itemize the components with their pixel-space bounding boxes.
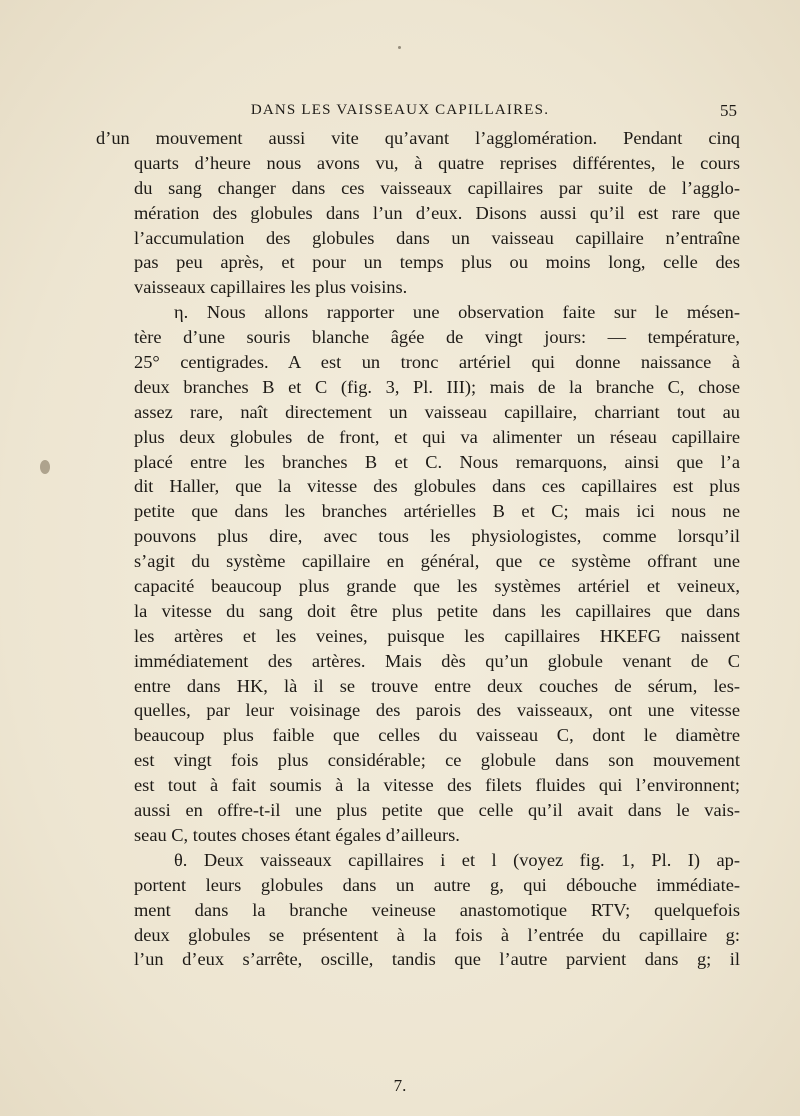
- text-line: s’agit du système capillaire en général, que ce système offrant une: [134, 551, 740, 572]
- text-line: l’un d’eux s’arrête, oscille, tandis que l’autre parvient dans g; il: [134, 949, 740, 970]
- text-line: η. Nous allons rapporter une observation faite sur le mésen-: [174, 302, 740, 323]
- text-line: vaisseaux capillaires les plus voisins.: [134, 277, 408, 298]
- text-line: pas peu après, et pour un temps plus ou moins long, celle des: [134, 252, 740, 273]
- text-line: ment dans la branche veineuse anastomotique RTV; quelquefois: [134, 899, 740, 920]
- text-line: plus deux globules de front, et qui va alimenter un réseau capillaire: [134, 426, 740, 447]
- paper-stain: [40, 460, 50, 474]
- text-line: entre dans HK, là il se trouve entre deux couches de sérum, les-: [134, 675, 740, 696]
- text-line: immédiatement des artères. Mais dès qu’un globule venant de C: [134, 650, 740, 671]
- text-line: tère d’une souris blanche âgée de vingt jours: — température,: [134, 327, 740, 348]
- text-line: deux globules se présentent à la fois à l’entrée du capillaire g:: [134, 924, 740, 945]
- text-line: quarts d’heure nous avons vu, à quatre reprises différentes, le cours: [134, 152, 740, 173]
- text-line: seau C, toutes choses étant égales d’ailleurs.: [134, 824, 460, 845]
- text-line: assez rare, naît directement un vaisseau capillaire, charriant tout au: [134, 401, 740, 422]
- text-line: du sang changer dans ces vaisseaux capillaires par suite de l’agglo-: [134, 177, 740, 198]
- text-line: deux branches B et C (fig. 3, Pl. III); mais de la branche C, chose: [134, 376, 740, 397]
- text-line: petite que dans les branches artérielles B et C; mais ici nous ne: [134, 501, 740, 522]
- page-number: 55: [720, 101, 737, 120]
- body-text: [96, 126, 740, 972]
- text-line: θ. Deux vaisseaux capillaires i et l (voyez fig. 1, Pl. I) ap-: [174, 849, 740, 870]
- text-line: beaucoup plus faible que celles du vaisseau C, dont le diamètre: [134, 725, 740, 746]
- text-line: les artères et les veines, puisque les capillaires HKEFG naissent: [134, 625, 740, 646]
- text-line: est tout à fait soumis à la vitesse des filets fluides qui l’environnent;: [134, 775, 740, 796]
- text-line: portent leurs globules dans un autre g, qui débouche immédiate-: [134, 874, 740, 895]
- text-line: 25° centigrades. A est un tronc artériel qui donne naissance à: [134, 352, 740, 373]
- text-line: pouvons plus dire, avec tous les physiologistes, comme lorsqu’il: [134, 526, 740, 547]
- text-line: placé entre les branches B et C. Nous remarquons, ainsi que l’a: [134, 451, 740, 472]
- text-line: aussi en offre-t-il une plus petite que celle qu’il avait dans le vais-: [134, 800, 740, 821]
- text-line: capacité beaucoup plus grande que les systèmes artériel et veineux,: [134, 576, 740, 597]
- text-line: est vingt fois plus considérable; ce globule dans son mouvement: [134, 750, 740, 771]
- text-line: quelles, par leur voisinage des parois des vaisseaux, ont une vitesse: [134, 700, 740, 721]
- text-line: mération des globules dans l’un d’eux. Disons aussi qu’il est rare que: [134, 202, 740, 223]
- text-line: dit Haller, que la vitesse des globules dans ces capillaires est plus: [134, 476, 740, 497]
- text-line: la vitesse du sang doit être plus petite dans les capillaires que dans: [134, 600, 740, 621]
- text-line: d’un mouvement aussi vite qu’avant l’agglomération. Pendant cinq: [96, 128, 740, 148]
- paper-speck: [398, 46, 401, 49]
- text-line: l’accumulation des globules dans un vaisseau capillaire n’entraîne: [134, 227, 740, 248]
- running-head: DANS LES VAISSEAUX CAPILLAIRES.: [250, 102, 550, 118]
- sheet-signature: 7.: [393, 1076, 407, 1095]
